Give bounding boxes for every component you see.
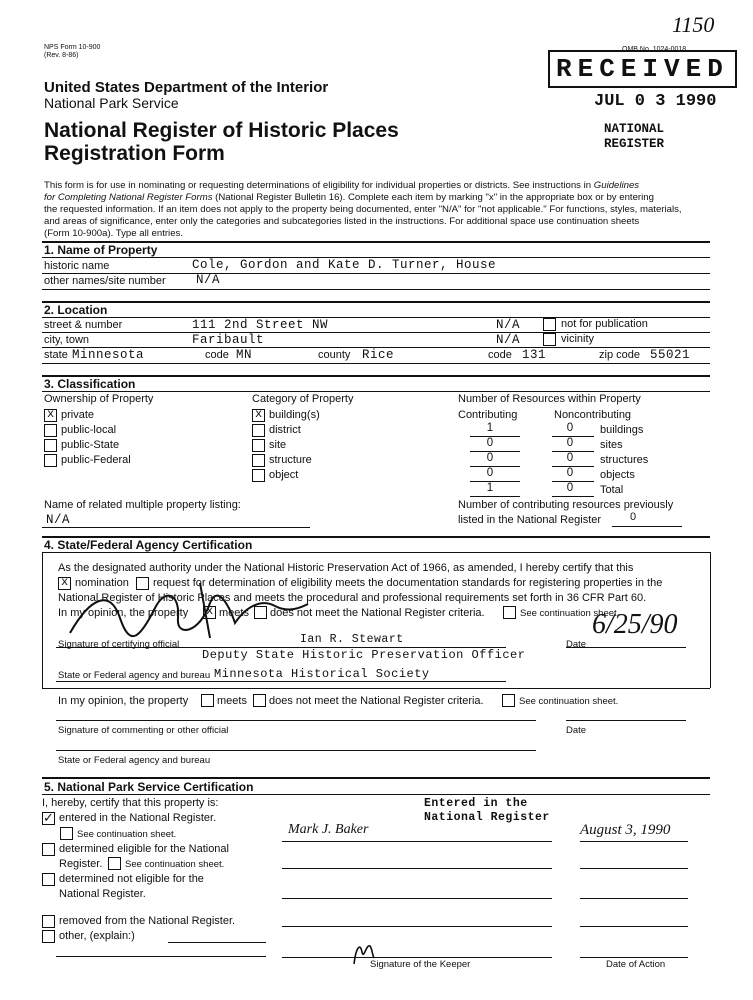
noncontributing-count[interactable]: 0	[566, 467, 574, 479]
state-code[interactable]: MN	[236, 348, 253, 362]
not-eligible-checkbox[interactable]	[42, 873, 55, 886]
form-revision: (Rev. 8-86)	[44, 52, 79, 59]
page-subtitle: Registration Form	[44, 142, 225, 165]
opinion-see-continuation-checkbox[interactable]	[502, 694, 515, 707]
agency-value: Minnesota Historical Society	[214, 667, 430, 681]
zip-label: zip code	[599, 349, 640, 361]
ownership-option: public-local	[61, 424, 117, 436]
section-1-title: 1. Name of Property	[44, 243, 158, 257]
keeper-label: Signature of the Keeper	[370, 959, 471, 970]
instructions-line: and areas of significance, enter only the categories and subcategories listed in the instructions. For additional space use continuation sheets	[44, 216, 640, 227]
resource-type: Total	[600, 484, 624, 496]
ownership-option: public-State	[61, 439, 120, 451]
agency2-label: State or Federal agency and bureau	[58, 755, 211, 766]
not-for-publication-checkbox[interactable]	[543, 318, 556, 331]
determined-eligible-label: Register.	[59, 858, 103, 870]
resource-type: buildings	[600, 424, 644, 436]
multiple-listing-value[interactable]: N/A	[46, 513, 71, 527]
instructions-line: the requested information. If an item does not apply to the property being documented, enter "N/A" for "not applicable." For functions, styles, materials,	[44, 204, 682, 215]
cert-text: request for determination of eligibility meets the documentation standards for registering properties in the	[153, 577, 663, 589]
date-label: Date	[566, 639, 587, 650]
date2-label: Date	[566, 725, 587, 736]
section-4-title: 4. State/Federal Agency Certification	[44, 538, 253, 552]
signed-date[interactable]: 6/25/90	[592, 609, 678, 640]
category-option: building(s)	[269, 409, 320, 421]
removed-checkbox[interactable]	[42, 915, 55, 928]
opinion-text: In my opinion, the property	[58, 695, 189, 707]
state-value[interactable]: Minnesota	[72, 348, 145, 362]
not-eligible-label: determined not eligible for the	[59, 873, 204, 885]
official-signature	[60, 578, 310, 648]
cert-text: In my opinion, the property	[58, 607, 189, 619]
resource-type: structures	[600, 454, 649, 466]
instructions-line: (Form 10-900a). Type all entries.	[44, 228, 183, 239]
stamp-national: NATIONAL	[604, 122, 665, 136]
see-continuation-label: See continuation sheet.	[125, 859, 225, 870]
see-continuation-label: See continuation sheet.	[77, 829, 177, 840]
historic-name-label: historic name	[44, 260, 110, 272]
opinion-meets-label: meets	[217, 695, 247, 707]
street-label: street & number	[44, 319, 123, 331]
county-label: county	[318, 349, 351, 361]
street-na: N/A	[496, 318, 521, 332]
signer-name: Ian R. Stewart	[300, 633, 404, 646]
section-5-title: 5. National Park Service Certification	[44, 780, 254, 794]
category-option: object	[269, 469, 299, 481]
zip-value[interactable]: 55021	[650, 348, 691, 362]
buildings-checkbox[interactable]	[252, 409, 265, 422]
not-eligible-label: National Register.	[59, 888, 146, 900]
entered-stamp: National Register	[424, 811, 550, 824]
contributing-count[interactable]: 0	[486, 452, 494, 464]
contributing-count[interactable]: 1	[486, 422, 494, 434]
other-label: other, (explain:)	[59, 930, 135, 942]
opinion-does-not-meet-checkbox[interactable]	[253, 694, 266, 707]
previously-listed-label: listed in the National Register	[458, 514, 602, 526]
previously-listed-value[interactable]: 0	[630, 511, 637, 523]
category-option: structure	[269, 454, 312, 466]
page-title: National Register of Historic Places	[44, 119, 399, 142]
eligible-see-continuation-checkbox[interactable]	[108, 857, 121, 870]
resource-type: sites	[600, 439, 623, 451]
public-local-checkbox[interactable]	[44, 424, 57, 437]
meets-label: meets	[219, 607, 249, 619]
resources-label: Number of Resources within Property	[458, 393, 641, 405]
entered-see-continuation-checkbox[interactable]	[60, 827, 73, 840]
form-number: NPS Form 10-900	[44, 44, 101, 51]
opinion-meets-checkbox[interactable]	[201, 694, 214, 707]
determined-eligible-label: determined eligible for the National	[59, 843, 229, 855]
contributing-total[interactable]: 1	[486, 482, 494, 494]
contributing-label: Contributing	[458, 409, 518, 421]
certify-text: I, hereby, certify that this property is:	[42, 797, 219, 809]
historic-name[interactable]: Cole, Gordon and Kate D. Turner, House	[192, 258, 497, 272]
resource-type: objects	[600, 469, 635, 481]
opinion-see-continuation-label: See continuation sheet.	[519, 696, 619, 707]
date-of-action-label: Date of Action	[606, 959, 666, 970]
object-checkbox[interactable]	[252, 469, 265, 482]
determined-eligible-checkbox[interactable]	[42, 843, 55, 856]
does-not-meet-label: does not meet the National Register criteria.	[270, 607, 485, 619]
handwritten-number: 1150	[672, 12, 715, 37]
street-value[interactable]: 111 2nd Street NW	[192, 318, 329, 332]
category-option: district	[269, 424, 301, 436]
received-stamp: RECEIVED	[548, 50, 737, 88]
action-date[interactable]: August 3, 1990	[580, 822, 671, 838]
other-names-label: other names/site number	[44, 275, 166, 287]
section-2-title: 2. Location	[44, 303, 108, 317]
city-value[interactable]: Faribault	[192, 333, 265, 347]
county-code[interactable]: 131	[522, 348, 547, 362]
see-continuation-label: See continuation sheet.	[520, 608, 620, 619]
private-checkbox[interactable]	[44, 409, 57, 422]
category-label: Category of Property	[252, 393, 354, 405]
instructions-line: This form is for use in nominating or requesting determinations of eligibility for individual properties or districts. See instructions in Guidelines	[44, 180, 640, 191]
city-na: N/A	[496, 333, 521, 347]
noncontributing-count[interactable]: 0	[566, 437, 574, 449]
public-state-checkbox[interactable]	[44, 439, 57, 452]
site-checkbox[interactable]	[252, 439, 265, 452]
instructions-line: for Completing National Register Forms (National Register Bulletin 16). Complete each item by marking "x" in the appropriate box or by entering	[44, 192, 654, 203]
district-checkbox[interactable]	[252, 424, 265, 437]
multiple-listing-label: Name of related multiple property listing:	[44, 499, 241, 511]
state-label: state	[44, 349, 68, 361]
agency-label: State or Federal agency and bureau	[58, 670, 211, 681]
vicinity-checkbox[interactable]	[543, 333, 556, 346]
entered-stamp: Entered in the	[424, 797, 528, 810]
noncontributing-total[interactable]: 0	[566, 482, 574, 494]
vicinity-label: vicinity	[561, 333, 595, 345]
ownership-option: private	[61, 409, 95, 421]
contributing-count[interactable]: 0	[486, 437, 494, 449]
county-value[interactable]: Rice	[362, 348, 395, 362]
commenting-label: Signature of commenting or other official	[58, 725, 229, 736]
omb-number: OMB No. 1024-0018	[622, 46, 687, 53]
other-checkbox[interactable]	[42, 930, 55, 943]
received-date: JUL 0 3 1990	[594, 92, 717, 111]
state-code-label: code	[205, 349, 229, 361]
section-3-title: 3. Classification	[44, 377, 136, 391]
not-for-publication-label: not for publication	[561, 318, 648, 330]
contributing-count[interactable]: 0	[486, 467, 494, 479]
noncontributing-count[interactable]: 0	[566, 422, 574, 434]
stamp-register: REGISTER	[604, 137, 665, 151]
department: United States Department of the Interior	[44, 79, 329, 96]
removed-label: removed from the National Register.	[59, 915, 236, 927]
opinion-does-not-meet-label: does not meet the National Register criteria.	[269, 695, 484, 707]
noncontributing-count[interactable]: 0	[566, 452, 574, 464]
entered-checkbox[interactable]	[42, 812, 55, 825]
signer-title: Deputy State Historic Preservation Officer	[202, 648, 526, 662]
noncontributing-label: Noncontributing	[554, 409, 632, 421]
city-label: city, town	[44, 334, 90, 346]
keeper-signature[interactable]: Mark J. Baker	[288, 822, 369, 837]
ownership-option: public-Federal	[61, 454, 131, 466]
public-federal-checkbox[interactable]	[44, 454, 57, 467]
cert-text: As the designated authority under the National Historic Preservation Act of 1966, as amended, I hereby certify that this	[58, 562, 634, 574]
entered-label: entered in the National Register.	[59, 812, 217, 824]
cert-text: National Register of Historic Places and meets the procedural and professional requirements set forth in 36 CFR Part 60.	[58, 592, 647, 604]
signature-label: Signature of certifying official	[58, 639, 180, 650]
see-continuation-checkbox[interactable]	[503, 606, 516, 619]
other-names[interactable]: N/A	[196, 273, 221, 287]
nomination-label: nomination	[75, 577, 129, 589]
category-option: site	[269, 439, 287, 451]
previously-listed-label: Number of contributing resources previously	[458, 499, 674, 511]
structure-checkbox[interactable]	[252, 454, 265, 467]
service: National Park Service	[44, 95, 179, 111]
county-code-label: code	[488, 349, 512, 361]
ownership-label: Ownership of Property	[44, 393, 154, 405]
